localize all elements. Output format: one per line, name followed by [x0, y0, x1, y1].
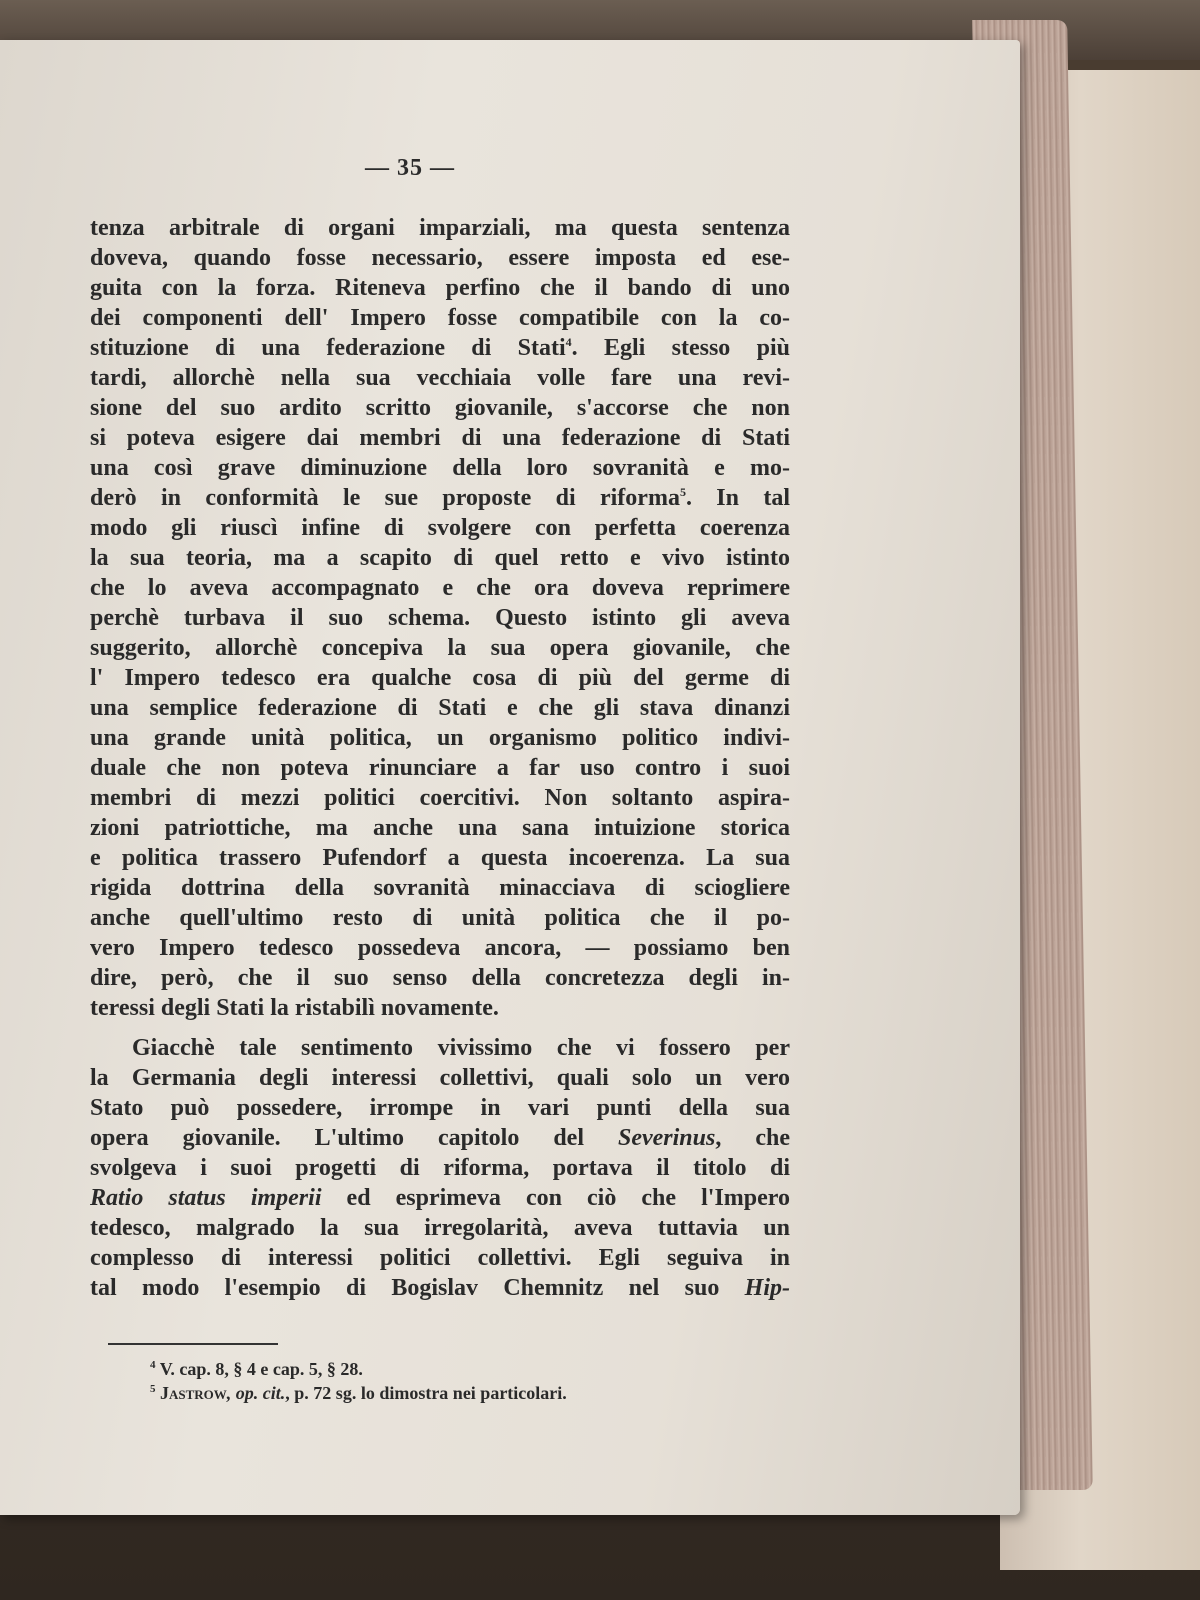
line-text: la Germania degli interessi collettivi, quali solo un vero: [90, 1065, 790, 1091]
italic-title: Severinus: [617, 1125, 716, 1151]
line-text: che lo aveva accompagnato e che ora doveva reprimere: [90, 575, 790, 601]
footnote-ref: 4: [565, 335, 572, 349]
line-text: tedesco, malgrado la sua irregolarità, aveva tuttavia un: [90, 1215, 790, 1241]
footnote: [150, 1381, 790, 1405]
text-line: [90, 753, 790, 783]
page-number: — 35 —: [365, 155, 455, 181]
text-line: [90, 213, 790, 243]
text-line: [90, 513, 790, 543]
text-line: [90, 813, 790, 843]
line-text: teressi degli Stati la ristabilì novamente.: [90, 995, 499, 1021]
text-line: [90, 1243, 790, 1273]
text-line: [90, 393, 790, 423]
footnote-author: Jastrow: [160, 1383, 227, 1403]
text-line: [90, 1213, 790, 1243]
text-line: [90, 873, 790, 903]
text-line: [90, 273, 790, 303]
text-line: [90, 573, 790, 603]
text-line: [90, 333, 790, 363]
footnote-ref: 5: [679, 485, 686, 499]
text-line: [90, 423, 790, 453]
line-text: derò in conformità le sue proposte di riforma: [90, 485, 680, 511]
text-line: [90, 1273, 790, 1303]
line-text: zioni patriottiche, ma anche una sana intuizione storica: [90, 815, 790, 841]
line-text: complesso di interessi politici collettivi. Egli seguiva in: [90, 1245, 790, 1271]
line-text: rigida dottrina della sovranità minacciava di sciogliere: [90, 875, 790, 901]
line-text: una grande unità politica, un organismo politico indivi-: [90, 725, 790, 751]
text-line: [90, 963, 790, 993]
text-line: [90, 663, 790, 693]
text-line: [90, 843, 790, 873]
text-line: [90, 1033, 790, 1063]
text-line: [90, 1063, 790, 1093]
footnote-mark: 5: [150, 1383, 156, 1395]
line-text: si poteva esigere dai membri di una federazione di Stati: [90, 425, 790, 451]
line-text: dire, però, che il suo senso della concretezza degli in-: [90, 965, 790, 991]
line-text: membri di mezzi politici coercitivi. Non soltanto aspira-: [90, 785, 790, 811]
line-text-after: , che: [715, 1125, 790, 1151]
line-text: la sua teoria, ma a scapito di quel retto e vivo istinto: [90, 545, 790, 571]
line-text: una così grave diminuzione della loro sovranità e mo-: [90, 455, 790, 481]
line-text: e politica trassero Pufendorf a questa incoerenza. La sua: [90, 845, 790, 871]
footnote: [150, 1357, 790, 1381]
footnote-divider: [108, 1343, 278, 1345]
text-line: [90, 603, 790, 633]
text-line: [90, 243, 790, 273]
line-text: opera giovanile. L'ultimo capitolo del: [90, 1125, 618, 1151]
italic-title: Ratio status imperii: [90, 1185, 322, 1211]
line-text: vero Impero tedesco possedeva ancora, — possiamo ben: [90, 935, 790, 961]
line-text: suggerito, allorchè concepiva la sua opera giovanile, che: [90, 635, 790, 661]
text-line: [90, 453, 790, 483]
line-text: stituzione di una federazione di Stati: [90, 335, 566, 361]
line-text: l' Impero tedesco era qualche cosa di più del germe di: [90, 665, 790, 691]
line-text-after: . In tal: [685, 485, 790, 511]
footnote-mark: 4: [150, 1359, 156, 1371]
text-line: [90, 723, 790, 753]
line-text: duale che non poteva rinunciare a far uso contro i suoi: [90, 755, 790, 781]
line-text: anche quell'ultimo resto di unità politica che il po-: [90, 905, 790, 931]
line-text: una semplice federazione di Stati e che gli stava dinanzi: [90, 695, 790, 721]
text-line: [90, 1093, 790, 1123]
line-text: sione del suo ardito scritto giovanile, s'accorse che non: [90, 395, 790, 421]
text-line: [90, 933, 790, 963]
book-page: [0, 40, 1020, 1515]
text-line: [90, 903, 790, 933]
footnote-text: , p. 72 sg. lo dimostra nei particolari.: [285, 1383, 567, 1403]
footnote-text: V. cap. 8, § 4 e cap. 5, § 28.: [159, 1359, 363, 1379]
line-text: tal modo l'esempio di Bogislav Chemnitz nel suo: [90, 1275, 745, 1301]
line-text-after: ed esprimeva con ciò che l'Impero: [321, 1185, 790, 1211]
line-text: guita con la forza. Riteneva perfino che il bando di uno: [90, 275, 790, 301]
line-text: tardi, allorchè nella sua vecchiaia volle fare una revi-: [90, 365, 790, 391]
italic-title: Hip-: [744, 1275, 790, 1301]
footnotes: [150, 1357, 790, 1405]
line-text-after: . Egli stesso più: [571, 335, 790, 361]
text-line: [90, 693, 790, 723]
text-line: [90, 1153, 790, 1183]
text-line: [90, 543, 790, 573]
footnote-italic: , op. cit.: [226, 1383, 286, 1403]
text-line: [90, 993, 790, 1023]
text-line: [90, 1123, 790, 1153]
line-text: Giacchè tale sentimento vivissimo che vi fossero per: [132, 1035, 790, 1061]
line-text: tenza arbitrale di organi imparziali, ma questa sentenza: [90, 215, 790, 241]
line-text: perchè turbava il suo schema. Questo istinto gli aveva: [90, 605, 790, 631]
line-text: dei componenti dell' Impero fosse compatibile con la co-: [90, 305, 790, 331]
body-text: [90, 213, 790, 1303]
text-line: [90, 483, 790, 513]
line-text: svolgeva i suoi progetti di riforma, portava il titolo di: [90, 1155, 790, 1181]
text-line: [90, 363, 790, 393]
paragraph-gap: [90, 1023, 790, 1033]
text-line: [90, 1183, 790, 1213]
line-text: modo gli riuscì infine di svolgere con perfetta coerenza: [90, 515, 790, 541]
line-text: Stato può possedere, irrompe in vari punti della sua: [90, 1095, 790, 1121]
text-line: [90, 303, 790, 333]
text-line: [90, 633, 790, 663]
line-text: doveva, quando fosse necessario, essere imposta ed ese-: [90, 245, 790, 271]
text-line: [90, 783, 790, 813]
